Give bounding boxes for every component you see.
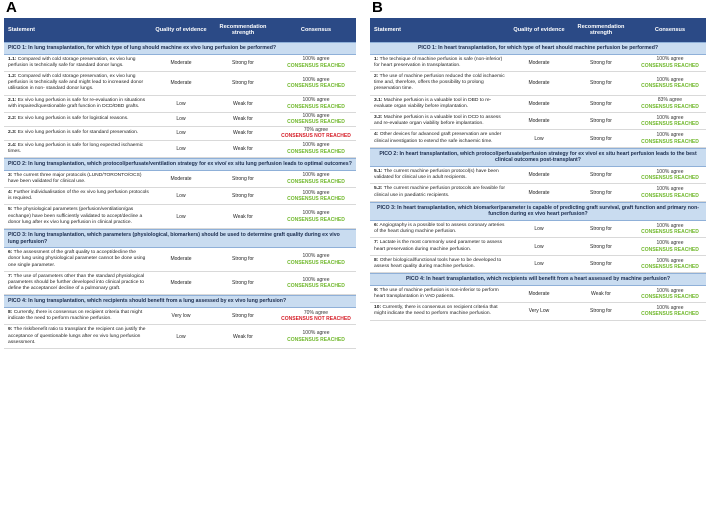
strength-cell: Strong for <box>590 100 612 107</box>
statement-text: Ex vivo lung perfusion is safe for re-evaluation in situations with impaired/questionable graft function in DCD/DBD grafts. <box>8 97 146 109</box>
quality-cell: Moderate <box>170 80 192 87</box>
agree-percent: 100% agree <box>656 168 684 175</box>
statement-number: 8: <box>374 257 379 263</box>
statement-cell <box>4 141 152 157</box>
header-statement: Statement <box>8 27 36 33</box>
table-row <box>370 221 706 238</box>
agree-percent: 100% agree <box>302 113 330 120</box>
pico-heading: PICO 1: In lung transplantation, for which type of lung should machine ex vivo lung perfusion be performed? <box>4 42 356 55</box>
table-row <box>370 130 706 147</box>
statement-cell <box>4 325 152 348</box>
agree-percent: 100% agree <box>656 222 684 229</box>
panel-b <box>370 0 706 321</box>
table-row <box>4 248 356 272</box>
statement-text: Angiography is a possible tool to assess coronary arteries of the heart during machine perfusion. <box>374 223 505 235</box>
statement-cell <box>4 72 152 95</box>
table-row <box>4 96 356 113</box>
table-row <box>4 72 356 96</box>
statement-text: Currently, there is consensus on recipient criteria that might indicate the need to perform machine perfusion. <box>374 305 498 317</box>
statement-number: 1.2: <box>8 74 17 79</box>
consensus-cell <box>276 253 356 266</box>
strength-cell: Strong for <box>590 135 612 142</box>
agree-percent: 70% agree <box>303 126 329 133</box>
statement-number: 5.2: <box>374 186 383 192</box>
consensus-cell <box>276 113 356 126</box>
consensus-reached-label: CONSENSUS REACHED <box>287 196 345 203</box>
agree-percent: 100% agree <box>656 240 684 247</box>
quality-cell: Low <box>176 130 186 137</box>
consensus-reached-label: CONSENSUS REACHED <box>287 336 345 343</box>
statement-number: 2.1: <box>8 97 17 103</box>
agree-percent: 100% agree <box>302 330 330 337</box>
table-row <box>370 303 706 320</box>
consensus-reached-label: CONSENSUS REACHED <box>641 294 699 301</box>
statement-number: 10: <box>374 305 382 311</box>
statement-number: 1.1: <box>8 56 17 62</box>
statement-number: 6: <box>374 223 379 229</box>
statement-cell <box>370 72 510 95</box>
consensus-cell <box>276 172 356 185</box>
statement-cell <box>4 205 152 228</box>
statement-text: Machine perfusion is a valuable tool in DBD to re-evaluate organ viability before implantation. <box>374 97 492 109</box>
statement-number: 7: <box>8 273 13 279</box>
consensus-cell <box>276 97 356 110</box>
pico-heading: PICO 3: In heart transplantation, which biomarker/parameter is capable of predicting graft survival, graft function and primary non-function during ex vivo heart perfusion? <box>370 202 706 221</box>
panel-a <box>4 0 356 349</box>
quality-cell: Moderate <box>170 175 192 182</box>
header-consensus: Consensus <box>300 26 332 33</box>
agree-percent: 100% agree <box>656 56 684 63</box>
pico-heading: PICO 2: In heart transplantation, which protocol/perfusate/perfusion strategy for ex vivo/ ex situ heart perfusion leads to the best clinical outcomes post-transplant? <box>370 148 706 167</box>
consensus-reached-label: CONSENSUS REACHED <box>641 103 699 110</box>
header-quality: Quality of evidence <box>513 26 565 33</box>
statement-cell <box>370 238 510 254</box>
quality-cell: Low <box>534 226 544 233</box>
table-row <box>370 113 706 130</box>
statement-cell <box>370 96 510 112</box>
consensus-reached-label: CONSENSUS REACHED <box>287 62 345 69</box>
table-row <box>370 72 706 96</box>
consensus-reached-label: CONSENSUS REACHED <box>287 259 345 266</box>
consensus-reached-label: CONSENSUS REACHED <box>641 175 699 182</box>
quality-cell: Low <box>534 260 544 267</box>
strength-cell: Strong for <box>232 59 254 66</box>
table-row <box>4 205 356 229</box>
agree-percent: 100% agree <box>302 210 330 217</box>
strength-cell: Strong for <box>590 59 612 66</box>
statement-cell <box>4 96 152 112</box>
pico-heading: PICO 2: In lung transplantation, which protocol/perfusate/ventilation strategy for ex vivo/ ex situ lung perfusion leads to optimal outcomes? <box>4 158 356 171</box>
strength-cell: Strong for <box>232 313 254 320</box>
agree-percent: 100% agree <box>302 276 330 283</box>
consensus-reached-label: CONSENSUS REACHED <box>641 246 699 253</box>
statement-number: 4: <box>374 132 379 138</box>
agree-percent: 100% agree <box>302 253 330 260</box>
quality-cell: Moderate <box>528 290 550 297</box>
statement-cell <box>370 184 510 200</box>
consensus-cell <box>634 169 706 182</box>
statement-text: Machine perfusion is a valuable tool in DCD to assess and re-evaluate organ viability before implantation. <box>374 115 501 127</box>
quality-cell: Very Low <box>528 308 550 315</box>
consensus-not-reached-label: CONSENSUS NOT REACHED <box>281 133 351 140</box>
table-row <box>370 184 706 201</box>
agree-percent: 100% agree <box>302 142 330 149</box>
statement-text: Currently, there is consensus on recipient criteria that might indicate the need to perform machine perfusion. <box>8 310 143 322</box>
statement-text: Compared with cold storage preservation, ex vivo lung perfusion is technically safe for standard donor lungs. <box>8 56 136 68</box>
consensus-cell <box>276 190 356 203</box>
agree-percent: 100% agree <box>656 186 684 193</box>
pico-heading: PICO 1: In heart transplantation, for which type of heart should machine perfusion be performed? <box>370 42 706 55</box>
statement-number: 9: <box>8 327 13 333</box>
statement-number: 8: <box>8 310 13 316</box>
strength-cell: Strong for <box>590 80 612 87</box>
statement-number: 3.1: <box>374 97 383 103</box>
statement-cell <box>4 171 152 187</box>
statement-number: 3.2: <box>374 115 383 121</box>
strength-cell: Weak for <box>233 145 253 152</box>
consensus-cell <box>276 142 356 155</box>
table-row <box>370 256 706 273</box>
header-strength: Recommendation strength <box>219 23 267 36</box>
agree-percent: 100% agree <box>656 305 684 312</box>
header-statement: Statement <box>374 27 402 33</box>
consensus-reached-label: CONSENSUS REACHED <box>641 83 699 90</box>
consensus-cell <box>634 258 706 271</box>
consensus-reached-label: CONSENSUS REACHED <box>641 264 699 271</box>
consensus-cell <box>276 77 356 90</box>
strength-cell: Strong for <box>232 280 254 287</box>
table-row <box>370 96 706 113</box>
statement-text: Ex vivo lung perfusion is safe for standard preservation. <box>17 130 139 136</box>
table-row <box>4 308 356 325</box>
consensus-reached-label: CONSENSUS REACHED <box>287 148 345 155</box>
table-row <box>4 127 356 141</box>
table-header <box>370 18 706 42</box>
statement-cell <box>4 308 152 324</box>
statement-cell <box>370 303 510 319</box>
panel-letter: A <box>6 0 17 16</box>
statement-number: 7: <box>374 240 379 246</box>
statement-text: The physiological parameters (perfusion/ventilation/gas exchange) have been sufficiently validated to accept/decline a donor lung after ex vivo lung perfusion in clinical practice. <box>8 207 143 225</box>
statement-cell <box>4 248 152 271</box>
consensus-cell <box>276 210 356 223</box>
pico-heading: PICO 4: In heart transplantation, which recipients will benefit from a heart assessed by machine perfusion? <box>370 273 706 286</box>
statement-text: Other devices for advanced graft preservation are under clinical investigation to extend the safe ischaemic time. <box>374 132 502 144</box>
agree-percent: 100% agree <box>656 114 684 121</box>
strength-cell: Strong for <box>232 193 254 200</box>
statement-number: 1: <box>374 56 379 62</box>
quality-cell: Low <box>176 100 186 107</box>
strength-cell: Weak for <box>591 290 611 297</box>
statement-cell <box>4 114 152 124</box>
strength-cell: Strong for <box>590 308 612 315</box>
panel-letter: B <box>372 0 383 16</box>
table-row <box>4 171 356 188</box>
statement-cell <box>370 286 510 302</box>
statement-text: The risk/benefit ratio to transplant the recipient can justify the acceptance of questionable lungs after ex vivo lung perfusion assessment. <box>8 327 146 345</box>
statement-text: The current machine perfusion protocols are feasible for clinical use in paediatric recipients. <box>374 186 505 198</box>
statement-text: The use of machine perfusion reduced the cold ischaemic time and, therefore, offers the possibility to prolong preservation time. <box>374 74 505 92</box>
statement-number: 5.1: <box>374 169 383 175</box>
table-body <box>370 42 706 321</box>
statement-number: 3: <box>8 172 13 178</box>
consensus-cell <box>634 223 706 236</box>
strength-cell: Strong for <box>590 260 612 267</box>
consensus-reached-label: CONSENSUS REACHED <box>287 119 345 126</box>
statement-number: 5: <box>8 207 13 213</box>
consensus-cell <box>634 77 706 90</box>
consensus-cell <box>634 56 706 69</box>
statement-text: The technique of machine perfusion is safe (non-inferior) for heart preservation in transplantation. <box>374 56 503 68</box>
quality-cell: Moderate <box>170 280 192 287</box>
quality-cell: Moderate <box>528 59 550 66</box>
strength-cell: Strong for <box>232 175 254 182</box>
quality-cell: Low <box>534 243 544 250</box>
quality-cell: Moderate <box>528 172 550 179</box>
consensus-cell <box>634 288 706 301</box>
agree-percent: 100% agree <box>302 76 330 83</box>
statement-number: 2.3: <box>8 130 17 136</box>
quality-cell: Very low <box>171 313 191 320</box>
consensus-reached-label: CONSENSUS REACHED <box>287 283 345 290</box>
strength-cell: Strong for <box>590 189 612 196</box>
statement-text: Lactate is the most commonly used parameter to assess heart preservation during machine perfusion. <box>374 240 503 252</box>
quality-cell: Moderate <box>528 118 550 125</box>
statement-number: 2.4: <box>8 142 17 148</box>
strength-cell: Strong for <box>232 80 254 87</box>
consensus-reached-label: CONSENSUS REACHED <box>641 229 699 236</box>
agree-percent: 100% agree <box>302 56 330 63</box>
quality-cell: Moderate <box>528 189 550 196</box>
statement-cell <box>4 272 152 295</box>
consensus-cell <box>276 277 356 290</box>
strength-cell: Strong for <box>590 243 612 250</box>
strength-cell: Weak for <box>233 333 253 340</box>
quality-cell: Low <box>176 193 186 200</box>
consensus-cell <box>634 97 706 110</box>
quality-cell: Low <box>176 333 186 340</box>
statement-number: 6: <box>8 250 13 256</box>
consensus-cell <box>276 56 356 69</box>
agree-percent: 100% agree <box>656 132 684 139</box>
statement-number: 2.2: <box>8 116 17 122</box>
consensus-cell <box>634 305 706 318</box>
strength-cell: Weak for <box>233 116 253 123</box>
strength-cell: Weak for <box>233 213 253 220</box>
header-quality: Quality of evidence <box>155 26 207 33</box>
header-consensus: Consensus <box>654 26 686 33</box>
quality-cell: Low <box>176 145 186 152</box>
statement-cell <box>370 221 510 237</box>
statement-text: The use of parameters other than the standard physiological parameters should be further developed into clinical practice to define the acceptance/ decline of a pulmonary graft. <box>8 273 145 292</box>
consensus-reached-label: CONSENSUS REACHED <box>641 62 699 69</box>
table-header <box>4 18 356 42</box>
quality-cell: Moderate <box>528 80 550 87</box>
table-row <box>4 272 356 296</box>
statement-cell <box>370 55 510 71</box>
table-row <box>370 55 706 72</box>
table-body <box>4 42 356 349</box>
consensus-reached-label: CONSENSUS REACHED <box>287 216 345 223</box>
consensus-cell <box>634 186 706 199</box>
statement-text: The current three major protocols (LUND/TORONTO/OCS) have been validated for clinical use. <box>8 172 142 184</box>
agree-percent: 83% agree <box>657 97 683 104</box>
quality-cell: Moderate <box>528 100 550 107</box>
strength-cell: Weak for <box>233 130 253 137</box>
quality-cell: Moderate <box>170 256 192 263</box>
statement-text: Other biological/functional tools have to be developed to assess heart quality during machine perfusion. <box>374 257 502 270</box>
pico-heading: PICO 3: In lung transplantation, which parameters (physiological, biomarkers) should be used to determine graft quality during ex vivo lung perfusion? <box>4 229 356 248</box>
statement-cell <box>370 167 510 183</box>
consensus-reached-label: CONSENSUS REACHED <box>641 192 699 199</box>
agree-percent: 70% agree <box>303 309 329 316</box>
agree-percent: 100% agree <box>656 287 684 294</box>
statement-text: Further individualisation of the ex vivo lung perfusion protocols is required. <box>8 190 149 202</box>
statement-cell <box>370 130 510 146</box>
consensus-reached-label: CONSENSUS REACHED <box>287 178 345 185</box>
agree-percent: 100% agree <box>656 76 684 83</box>
table-row <box>370 286 706 303</box>
quality-cell: Low <box>176 213 186 220</box>
quality-cell: Low <box>534 135 544 142</box>
table-row <box>370 167 706 184</box>
table-row <box>4 113 356 127</box>
statement-cell <box>4 188 152 204</box>
statement-text: The current machine perfusion protocol(s) have been validated for clinical use in adult recipients. <box>374 169 499 181</box>
strength-cell: Strong for <box>232 256 254 263</box>
statement-cell <box>370 256 510 272</box>
consensus-cell <box>276 310 356 323</box>
statement-number: 4: <box>8 190 13 196</box>
consensus-cell <box>634 132 706 145</box>
pico-heading: PICO 4: In lung transplantation, which recipients should benefit from a lung assessed by ex vivo lung perfusion? <box>4 295 356 308</box>
statement-cell <box>370 113 510 129</box>
quality-cell: Low <box>176 116 186 123</box>
quality-cell: Moderate <box>170 59 192 66</box>
consensus-cell <box>634 240 706 253</box>
strength-cell: Strong for <box>590 226 612 233</box>
consensus-cell <box>634 115 706 128</box>
statement-text: Ex vivo lung perfusion is safe for long expected ischaemic times. <box>8 142 144 154</box>
statement-text: Compared with cold storage preservation, ex vivo lung perfusion is technically safe and might lead to increased donor utilisation in non- standard donor lungs. <box>8 74 144 92</box>
statement-text: Ex vivo lung perfusion is safe for logistical reasons. <box>17 116 129 122</box>
table-row <box>370 238 706 255</box>
agree-percent: 100% agree <box>302 189 330 196</box>
agree-percent: 100% agree <box>302 97 330 104</box>
statement-text: The assessment of the graft quality to accept/decline the donor lung using physiological parameter cannot be done using one single parameter. <box>8 250 146 268</box>
consensus-cell <box>276 127 356 140</box>
agree-percent: 100% agree <box>302 172 330 179</box>
consensus-cell <box>276 330 356 343</box>
table-row <box>4 188 356 205</box>
strength-cell: Weak for <box>233 100 253 107</box>
statement-number: 9: <box>374 287 379 293</box>
consensus-reached-label: CONSENSUS REACHED <box>641 138 699 145</box>
table-row <box>4 325 356 349</box>
agree-percent: 100% agree <box>656 257 684 264</box>
strength-cell: Strong for <box>590 118 612 125</box>
table-row <box>4 141 356 158</box>
statement-number: 2: <box>374 74 379 79</box>
header-strength: Recommendation strength <box>577 23 625 36</box>
consensus-reached-label: CONSENSUS REACHED <box>641 311 699 318</box>
strength-cell: Strong for <box>590 172 612 179</box>
consensus-reached-label: CONSENSUS REACHED <box>287 103 345 110</box>
consensus-reached-label: CONSENSUS REACHED <box>641 121 699 128</box>
statement-cell <box>4 55 152 71</box>
statement-text: The use of machine perfusion is non-inferior to perform heart transplantation in VAD patients. <box>374 287 499 300</box>
table-row <box>4 55 356 72</box>
consensus-not-reached-label: CONSENSUS NOT REACHED <box>281 316 351 323</box>
consensus-reached-label: CONSENSUS REACHED <box>287 83 345 90</box>
statement-cell <box>4 128 152 138</box>
